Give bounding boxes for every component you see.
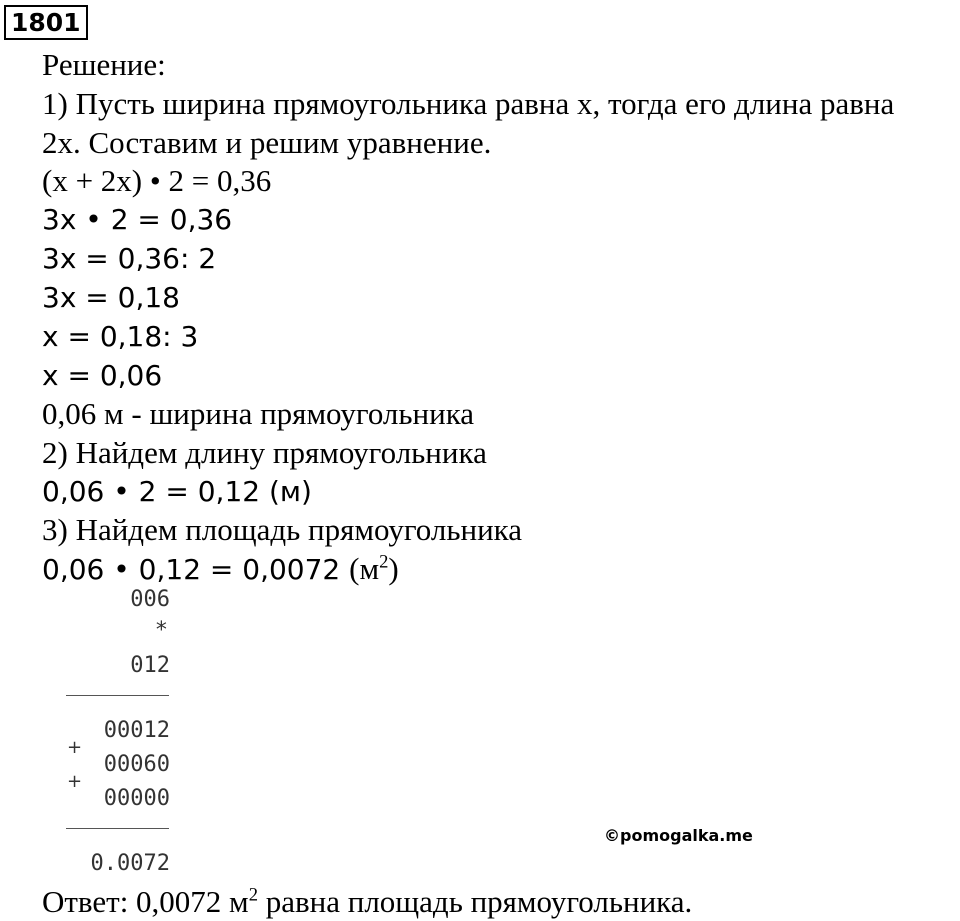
- equation-line: 3х = 0,18: [42, 281, 180, 314]
- partial-product: 00000: [103, 786, 170, 811]
- solution-heading: Решение:: [42, 47, 166, 82]
- equation-line: (х + 2х) • 2 = 0,36: [42, 163, 272, 198]
- answer-line: Ответ: 0,0072 $м^2$ равна площадь прямоугольника.: [42, 884, 693, 919]
- task-number: 1801: [4, 5, 88, 40]
- equation-line: х = 0,06: [42, 359, 163, 392]
- area-equation: [42, 550, 399, 589]
- solution-line: 1) Пусть ширина прямоугольника равна х, тогда его длина равна: [42, 86, 895, 121]
- equation-line: 0,06 • 2 = 0,12 (м): [42, 475, 312, 508]
- equation-line: х = 0,18: 3: [42, 320, 199, 353]
- solution-line: 0,06 м - ширина прямоугольника: [42, 396, 475, 431]
- partial-product: 00060: [103, 752, 170, 777]
- solution-line: 2) Найдем длину прямоугольника: [42, 435, 487, 470]
- equation-line: 3х = 0,36: 2: [42, 242, 217, 275]
- divider-line: [66, 695, 169, 696]
- equation-line: 3х • 2 = 0,36: [42, 203, 233, 236]
- partial-product: 00012: [103, 718, 170, 743]
- solution-line: 2х. Составим и решим уравнение.: [42, 125, 492, 160]
- factor-1: 006: [130, 587, 170, 612]
- product-result: 0.0072: [90, 851, 170, 876]
- watermark: ©pomogalka.me: [604, 826, 753, 845]
- area-expression: 0,06 • 0,12 = 0,0072: [42, 553, 341, 586]
- factor-2: 012: [130, 653, 170, 678]
- multiply-operator: *: [154, 618, 168, 643]
- plus-sign: +: [67, 771, 83, 792]
- plus-sign: +: [67, 737, 83, 758]
- area-unit: $(м^2)$: [349, 551, 399, 586]
- solution-line: 3) Найдем площадь прямоугольника: [42, 512, 523, 547]
- divider-line: [66, 828, 169, 829]
